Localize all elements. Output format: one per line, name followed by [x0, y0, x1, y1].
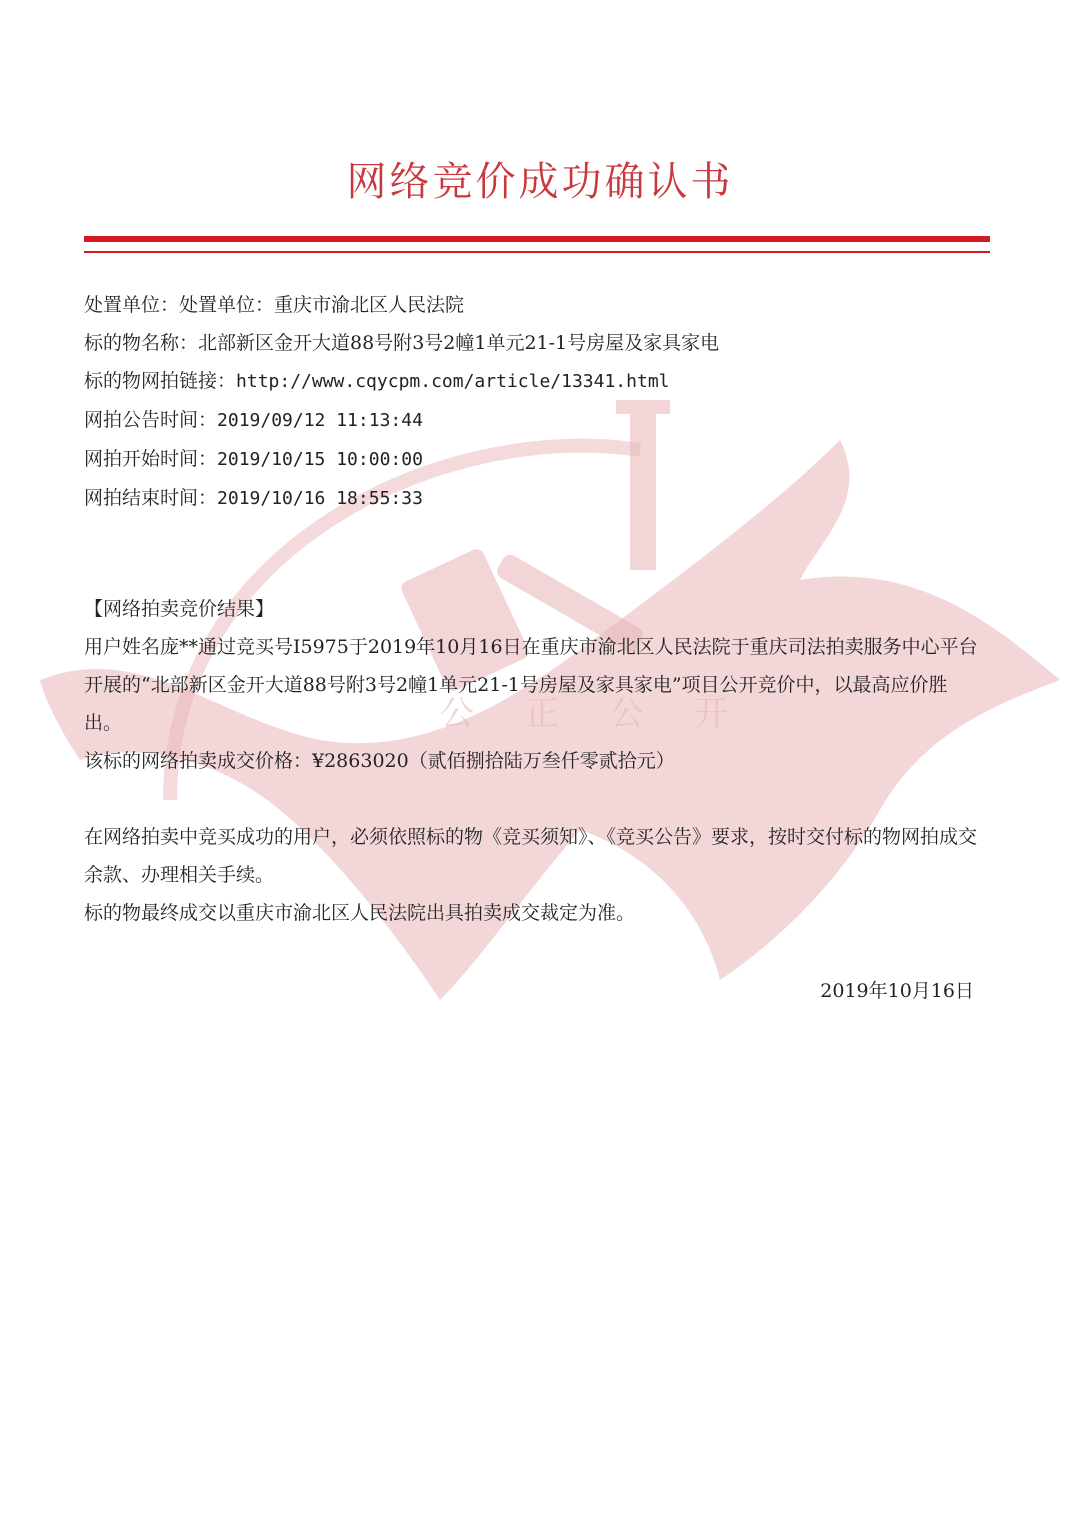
- notice-paragraph-1: 在网络拍卖中竞买成功的用户，必须依照标的物《竞买须知》、《竞买公告》要求，按时交付标的物网拍成交余款、办理相关手续。: [84, 826, 978, 886]
- end-time-value: 2019/10/16 18:55:33: [217, 488, 423, 509]
- disposal-unit-label: 处置单位：: [84, 294, 180, 316]
- subject-link-label: 标的物网拍链接：: [84, 370, 237, 392]
- disposal-unit-value: 处置单位：重庆市渝北区人民法院: [179, 294, 465, 316]
- auction-info: [84, 286, 984, 518]
- subject-link-row: [84, 362, 984, 401]
- title-rule-thick: [84, 236, 990, 242]
- subject-name-value: 北部新区金开大道88号附3号2幢1单元21-1号房屋及家具家电: [198, 332, 720, 354]
- announce-time-label: 网拍公告时间：: [84, 409, 218, 431]
- auction-result: [84, 590, 984, 780]
- notice-paragraph-2: 标的物最终成交以重庆市渝北区人民法院出具拍卖成交裁定为准。: [84, 902, 636, 924]
- title-rule-thin: [84, 251, 990, 253]
- result-heading: 【网络拍卖竞价结果】: [84, 598, 275, 620]
- start-time-value: 2019/10/15 10:00:00: [217, 449, 423, 470]
- result-paragraph: 用户姓名庞**通过竞买号I5975于2019年10月16日在重庆市渝北区人民法院于重庆司法拍卖服务中心平台开展的“北部新区金开大道88号附3号2幢1单元21-1号房屋及家具家电”项目公开竞价中，以最高应价胜出。: [84, 636, 978, 734]
- disposal-unit-row: [84, 286, 984, 324]
- watermark-text: 公 正 公 开: [440, 694, 749, 734]
- subject-link-value: http://www.cqycpm.com/article/13341.html: [236, 371, 670, 392]
- result-price: 该标的网络拍卖成交价格：¥2863020（贰佰捌拾陆万叁仟零贰拾元）: [84, 750, 675, 772]
- announce-time-row: [84, 401, 984, 440]
- end-time-label: 网拍结束时间：: [84, 487, 218, 509]
- end-time-row: [84, 479, 984, 518]
- subject-name-row: [84, 324, 984, 362]
- document-date: 2019年10月16日: [820, 980, 974, 1002]
- start-time-row: [84, 440, 984, 479]
- document-title: 网络竞价成功确认书: [346, 159, 734, 205]
- start-time-label: 网拍开始时间：: [84, 448, 218, 470]
- announce-time-value: 2019/09/12 11:13:44: [217, 410, 423, 431]
- auction-notice: [84, 818, 984, 932]
- subject-name-label: 标的物名称：: [84, 332, 199, 354]
